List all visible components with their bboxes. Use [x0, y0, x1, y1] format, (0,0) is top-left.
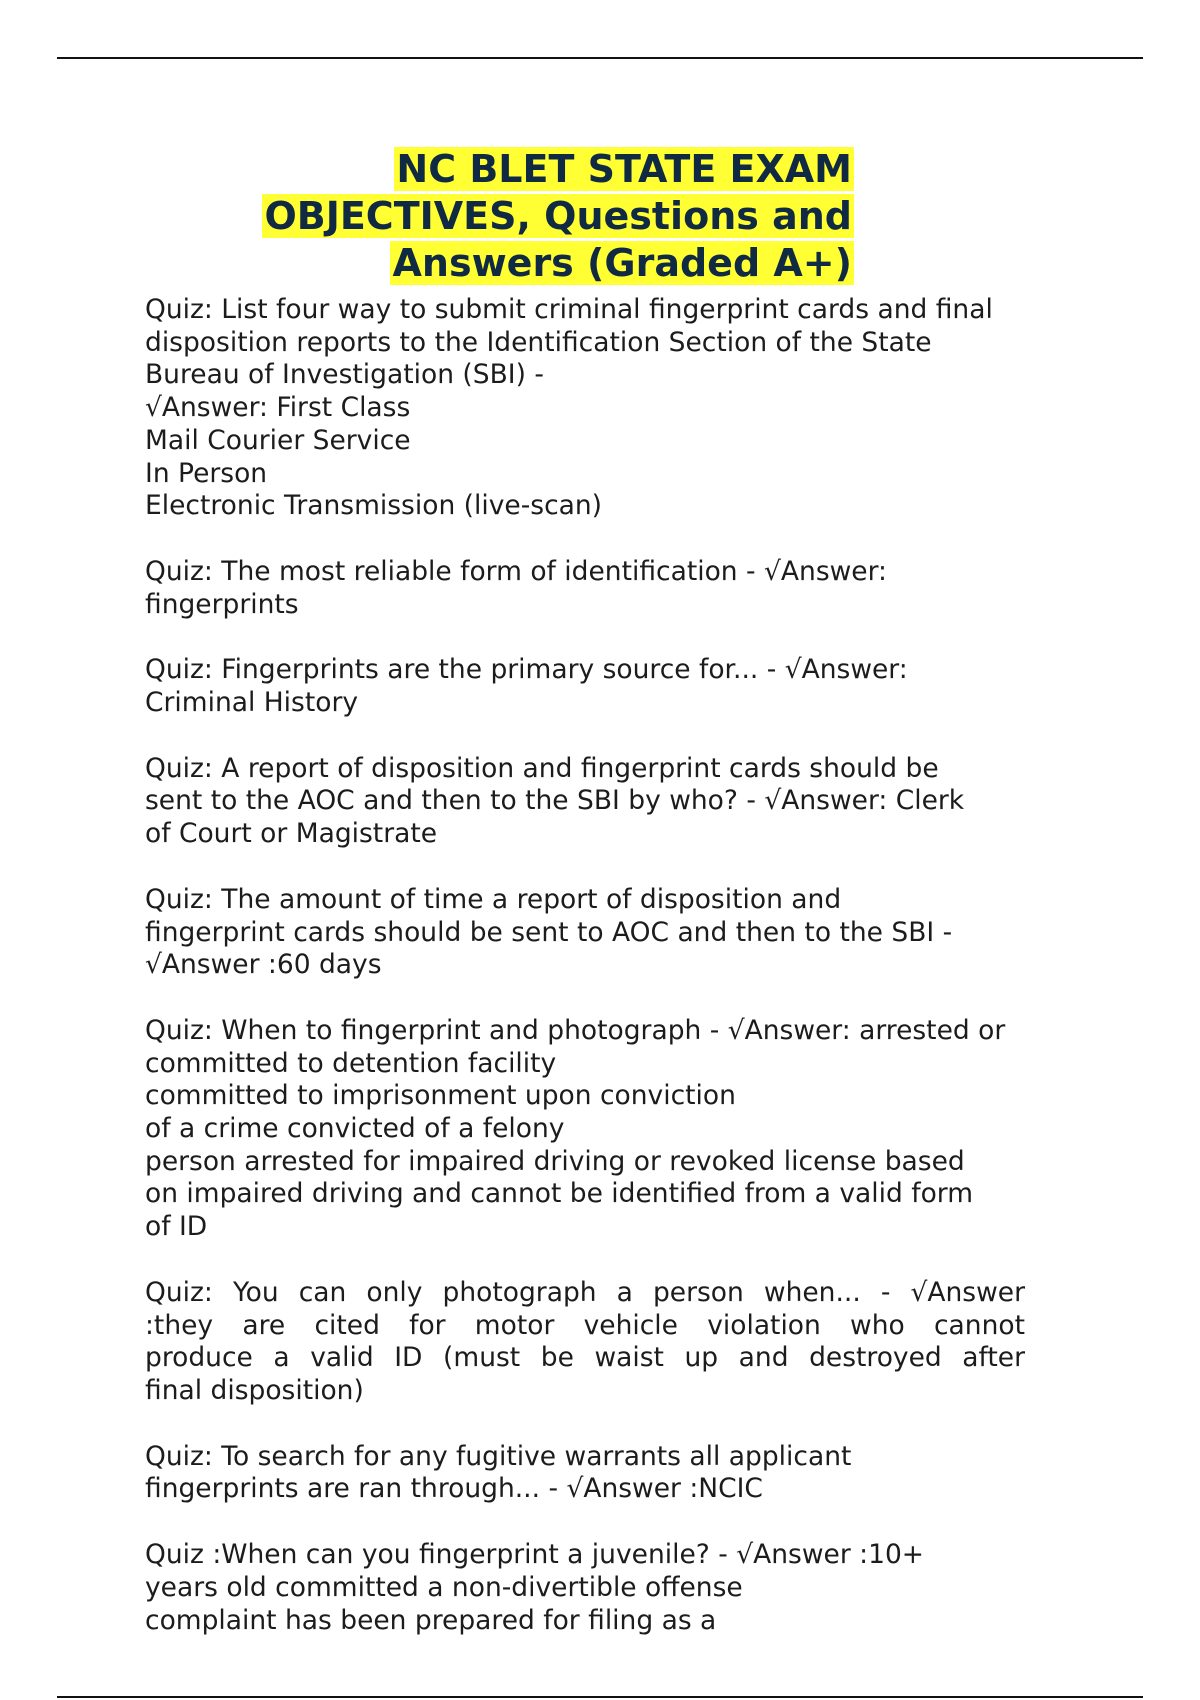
qa-item: [145, 753, 1025, 851]
title-line: [200, 193, 854, 240]
qa-item: [145, 1539, 1025, 1637]
title-highlight: Answers (Graded A+): [392, 241, 852, 285]
qa-line: complaint has been prepared for filing as a: [145, 1604, 717, 1636]
qa-line: Quiz :When can you fingerprint a juvenile? - √Answer :10+: [145, 1539, 925, 1571]
qa-line: committed to detention facility: [145, 1047, 557, 1079]
qa-item: [145, 654, 1025, 719]
qa-line: of Court or Magistrate: [145, 818, 438, 850]
qa-line: fingerprints: [145, 588, 299, 620]
qa-line: Bureau of Investigation (SBI) -: [145, 359, 544, 391]
qa-line: person arrested for impaired driving or revoked license based: [145, 1145, 965, 1177]
qa-line: years old committed a non-divertible offense: [145, 1571, 743, 1603]
qa-line: sent to the AOC and then to the SBI by who? - √Answer: Clerk: [145, 785, 965, 817]
qa-list: [145, 294, 1025, 1670]
qa-line: Quiz: To search for any fugitive warrants all applicant: [145, 1440, 852, 1472]
qa-item: [145, 556, 1025, 621]
qa-line: final disposition): [145, 1374, 364, 1406]
qa-line: In Person: [145, 457, 268, 489]
qa-item: [145, 884, 1025, 982]
qa-line: Quiz: The most reliable form of identification - √Answer:: [145, 555, 887, 587]
bottom-rule: [57, 1696, 1143, 1698]
document-title: [200, 146, 854, 287]
qa-line: Quiz: A report of disposition and fingerprint cards should be: [145, 752, 939, 784]
title-line: [200, 240, 854, 287]
qa-line: committed to imprisonment upon conviction: [145, 1080, 736, 1112]
qa-line: fingerprints are ran through... - √Answer :NCIC: [145, 1473, 763, 1505]
qa-line: :they are cited for motor vehicle violation who cannot: [145, 1309, 1025, 1341]
qa-line: Quiz: The amount of time a report of disposition and: [145, 883, 842, 915]
top-rule: [57, 57, 1143, 59]
title-line: [200, 146, 854, 193]
qa-line: Quiz: When to fingerprint and photograph - √Answer: arrested or: [145, 1014, 1006, 1046]
qa-line: Quiz: Fingerprints are the primary source for... - √Answer:: [145, 654, 908, 686]
qa-line: Mail Courier Service: [145, 424, 411, 456]
qa-line: on impaired driving and cannot be identified from a valid form: [145, 1178, 974, 1210]
title-highlight: NC BLET STATE EXAM: [396, 147, 852, 191]
qa-line: √Answer: First Class: [145, 392, 411, 424]
qa-line: produce a valid ID (must be waist up and destroyed after: [145, 1342, 1025, 1374]
qa-item: [145, 1277, 1025, 1408]
qa-line: disposition reports to the Identification Section of the State: [145, 326, 932, 358]
qa-line: Criminal History: [145, 687, 359, 719]
qa-line: of a crime convicted of a felony: [145, 1113, 565, 1145]
qa-line: of ID: [145, 1211, 208, 1243]
title-highlight: OBJECTIVES, Questions and: [264, 194, 852, 238]
qa-line: Electronic Transmission (live-scan): [145, 490, 603, 522]
qa-item: [145, 1015, 1025, 1244]
qa-item: [145, 1441, 1025, 1506]
qa-item: [145, 294, 1025, 523]
qa-line: Quiz: List four way to submit criminal fingerprint cards and final: [145, 294, 993, 325]
qa-line: fingerprint cards should be sent to AOC and then to the SBI -: [145, 916, 953, 948]
qa-line: Quiz: You can only photograph a person when... - √Answer: [145, 1276, 1025, 1308]
qa-line: √Answer :60 days: [145, 949, 382, 981]
